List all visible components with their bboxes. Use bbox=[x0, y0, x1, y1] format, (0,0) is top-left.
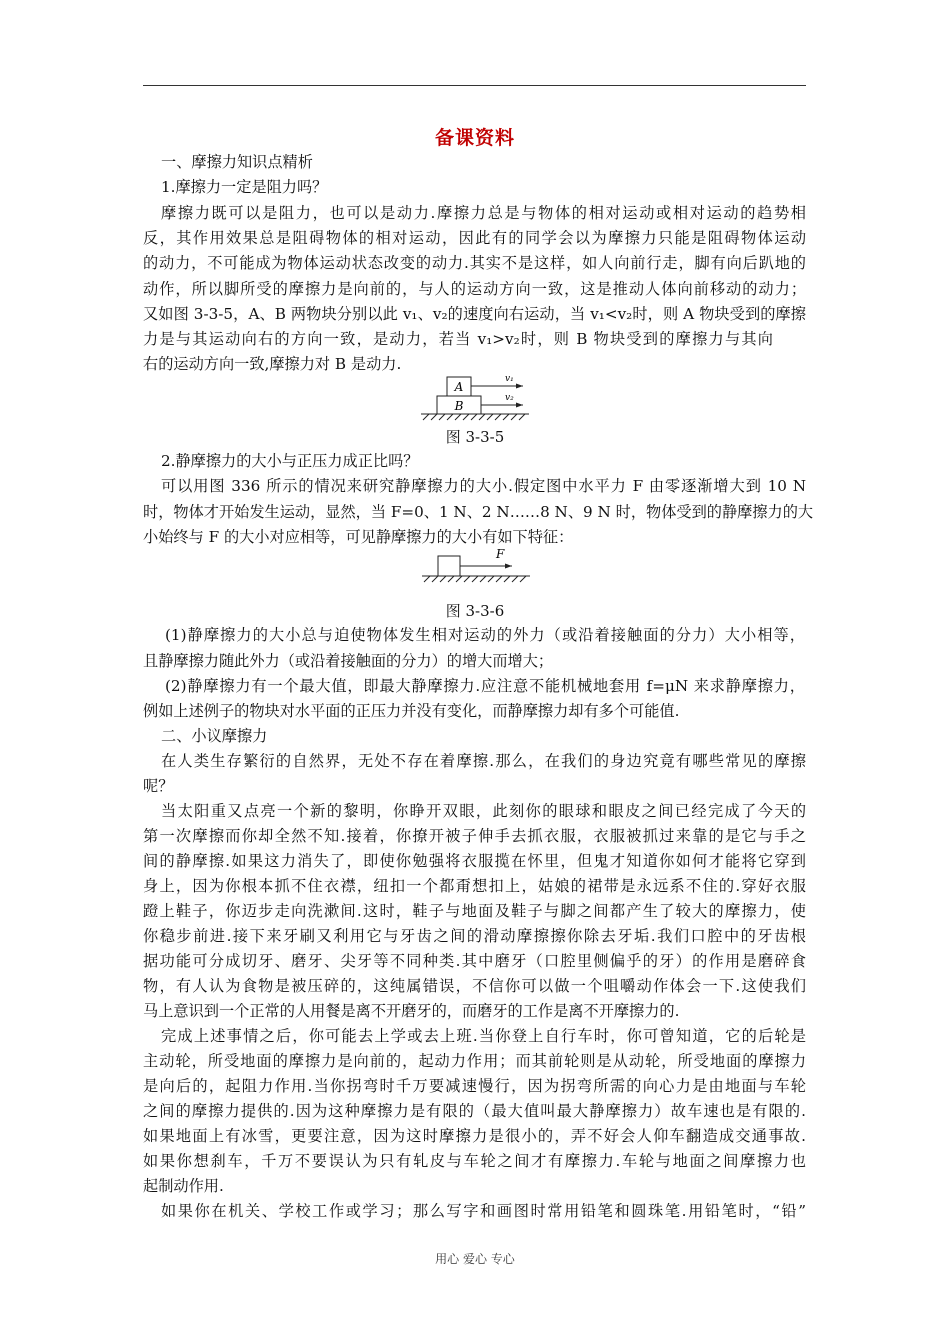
paragraph-line: 如果你想刹车，千万不要误认为只有轧皮与车轮之间才有摩擦力.车轮与地面之间摩擦力也 bbox=[143, 1152, 806, 1170]
question-heading: 2.静摩擦力的大小与正压力成正比吗？ bbox=[161, 452, 419, 470]
paragraph-line: 主动轮，所受地面的摩擦力是向前的，起动力作用；而其前轮则是从动轮，所受地面的摩擦力 bbox=[143, 1052, 806, 1070]
paragraph-line: 起制动作用. bbox=[143, 1177, 224, 1195]
v2-label: v₂ bbox=[505, 393, 514, 403]
figure-caption: 图 3-3-6 bbox=[445, 602, 505, 620]
paragraph-line: 之间的摩擦力提供的.因为这种摩擦力是有限的（最大值叫最大静摩擦力）故车速也是有限的. bbox=[143, 1102, 806, 1120]
section-heading: 二、小议摩擦力 bbox=[161, 727, 268, 745]
paragraph-line: 第一次摩擦而你却全然不知.接着，你撩开被子伸手去抓衣服，衣服被抓过来靠的是它与手之 bbox=[143, 827, 806, 845]
paragraph-line: 蹬上鞋子，你迈步走向洗漱间.这时，鞋子与地面及鞋子与脚之间都产生了较大的摩擦力，使 bbox=[143, 902, 806, 920]
paragraph-line: 如果你在机关、学校工作或学习；那么写字和画图时常用铅笔和圆珠笔.用铅笔时，“铅” bbox=[161, 1202, 806, 1220]
figure-caption: 图 3-3-5 bbox=[445, 428, 505, 446]
block bbox=[438, 556, 460, 576]
paragraph-line: 反，其作用效果总是阻碍物体的相对运动，因此有的同学会以为摩擦力只能是阻碍物体运动 bbox=[143, 229, 806, 247]
paragraph-line: 的动力，不可能成为物体运动状态改变的动力.其实不是这样，如人向前行走，脚有向后趴地的 bbox=[143, 254, 806, 272]
figure-3-3-5 bbox=[415, 370, 535, 422]
v1-label: v₁ bbox=[505, 374, 514, 384]
paragraph-line: (2)静摩擦力有一个最大值，即最大静摩擦力.应注意不能机械地套用 f=μN 来求静摩擦力， bbox=[165, 677, 805, 695]
paragraph-line: 小始终与 F 的大小对应相等，可见静摩擦力的大小有如下特征： bbox=[143, 528, 574, 546]
force-arrowhead bbox=[505, 564, 512, 569]
paragraph-line: 且静摩擦力随此外力（或沿着接触面的分力）的增大而增大； bbox=[143, 652, 554, 670]
section-heading: 一、摩擦力知识点精析 bbox=[161, 153, 313, 171]
ground-hatching bbox=[421, 414, 529, 420]
question-heading: 1.摩擦力一定是阻力吗？ bbox=[161, 178, 328, 196]
paragraph-line: 如果地面上有冰雪，更要注意，因为这时摩擦力是很小的，弄不好会人仰车翻造成交通事故. bbox=[143, 1127, 806, 1145]
paragraph-line: 物，有人认为食物是被压碎的，这纯属错误，不信你可以做一个咀嚼动作体会一下.这使我们 bbox=[143, 977, 806, 995]
paragraph-line: 你稳步前进.接下来牙刷又利用它与牙齿之间的滑动摩擦擦你除去牙垢.我们口腔中的牙齿根 bbox=[143, 927, 806, 945]
paragraph-line: 力是与其运动向右的方向一致，是动力，若当 v₁>v₂时，则 B 物块受到的摩擦力与其向 bbox=[143, 330, 773, 348]
paragraph-line: (1)静摩擦力的大小总与迫使物体发生相对运动的外力（或沿着接触面的分力）大小相等， bbox=[165, 626, 805, 644]
paragraph-line: 呢？ bbox=[143, 777, 174, 795]
header-rule bbox=[143, 85, 806, 86]
paragraph-line: 可以用图 336 所示的情况来研究静摩擦力的大小.假定图中水平力 F 由零逐渐增大到 10 N bbox=[161, 477, 806, 495]
paragraph-line: 是向后的，起阻力作用.当你拐弯时千万要减速慢行，因为拐弯所需的向心力是由地面与车轮 bbox=[143, 1077, 806, 1095]
paragraph-line: 时，物体才开始发生运动，显然，当 F=0、1 N、2 N……8 N、9 N 时，物体受到的静摩擦力的大 bbox=[143, 503, 814, 521]
paragraph-line: 当太阳重又点亮一个新的黎明，你睁开双眼，此刻你的眼球和眼皮之间已经完成了今天的 bbox=[161, 802, 806, 820]
paragraph-line: 在人类生存繁衍的自然界，无处不存在着摩擦.那么，在我们的身边究竟有哪些常见的摩擦 bbox=[161, 752, 806, 770]
paragraph-line: 马上意识到一个正常的人用餐是离不开磨牙的，而磨牙的工作是离不开摩擦力的. bbox=[143, 1002, 680, 1020]
paragraph-line: 据功能可分成切牙、磨牙、尖牙等不同种类.其中磨牙（口腔里侧偏乎的牙）的作用是磨碎食 bbox=[143, 952, 806, 970]
force-label: F bbox=[496, 547, 505, 561]
page-title: 备课资料 bbox=[434, 127, 515, 149]
ground-hatching bbox=[422, 576, 530, 582]
paragraph-line: 又如图 3-3-5，A、B 两物块分别以此 v₁、v₂的速度向右运动，当 v₁<v₂时，则 A 物块受到的摩擦 bbox=[143, 305, 806, 323]
paragraph-line: 间的静摩擦.如果这力消失了，即使你勉强将衣服揽在怀里，但鬼才知道你如何才能将它穿到 bbox=[143, 852, 806, 870]
block-b-label: B bbox=[454, 399, 464, 413]
paragraph-line: 摩擦力既可以是阻力，也可以是动力.摩擦力总是与物体的相对运动或相对运动的趋势相 bbox=[161, 204, 806, 222]
page-footer: 用心 爱心 专心 bbox=[435, 1252, 515, 1266]
figure-3-3-6 bbox=[418, 542, 538, 586]
v1-arrowhead bbox=[516, 384, 523, 389]
paragraph-line: 例如上述例子的物块对水平面的正压力并没有变化，而静摩擦力却有多个可能值. bbox=[143, 702, 680, 720]
block-a-label: A bbox=[454, 380, 464, 394]
v2-arrowhead bbox=[516, 403, 523, 408]
paragraph-line: 身上，因为你根本抓不住衣襟，纽扣一个都甭想扣上，姑娘的裙带是永远系不住的.穿好衣服 bbox=[143, 877, 806, 895]
paragraph-line: 完成上述事情之后，你可能去上学或去上班.当你登上自行车时，你可曾知道，它的后轮是 bbox=[161, 1027, 806, 1045]
paragraph-line: 动作，所以脚所受的摩擦力是向前的，与人的运动方向一致，这是推动人体向前移动的动力； bbox=[143, 280, 806, 298]
paragraph-line: 右的运动方向一致,摩擦力对 B 是动力. bbox=[143, 355, 402, 373]
